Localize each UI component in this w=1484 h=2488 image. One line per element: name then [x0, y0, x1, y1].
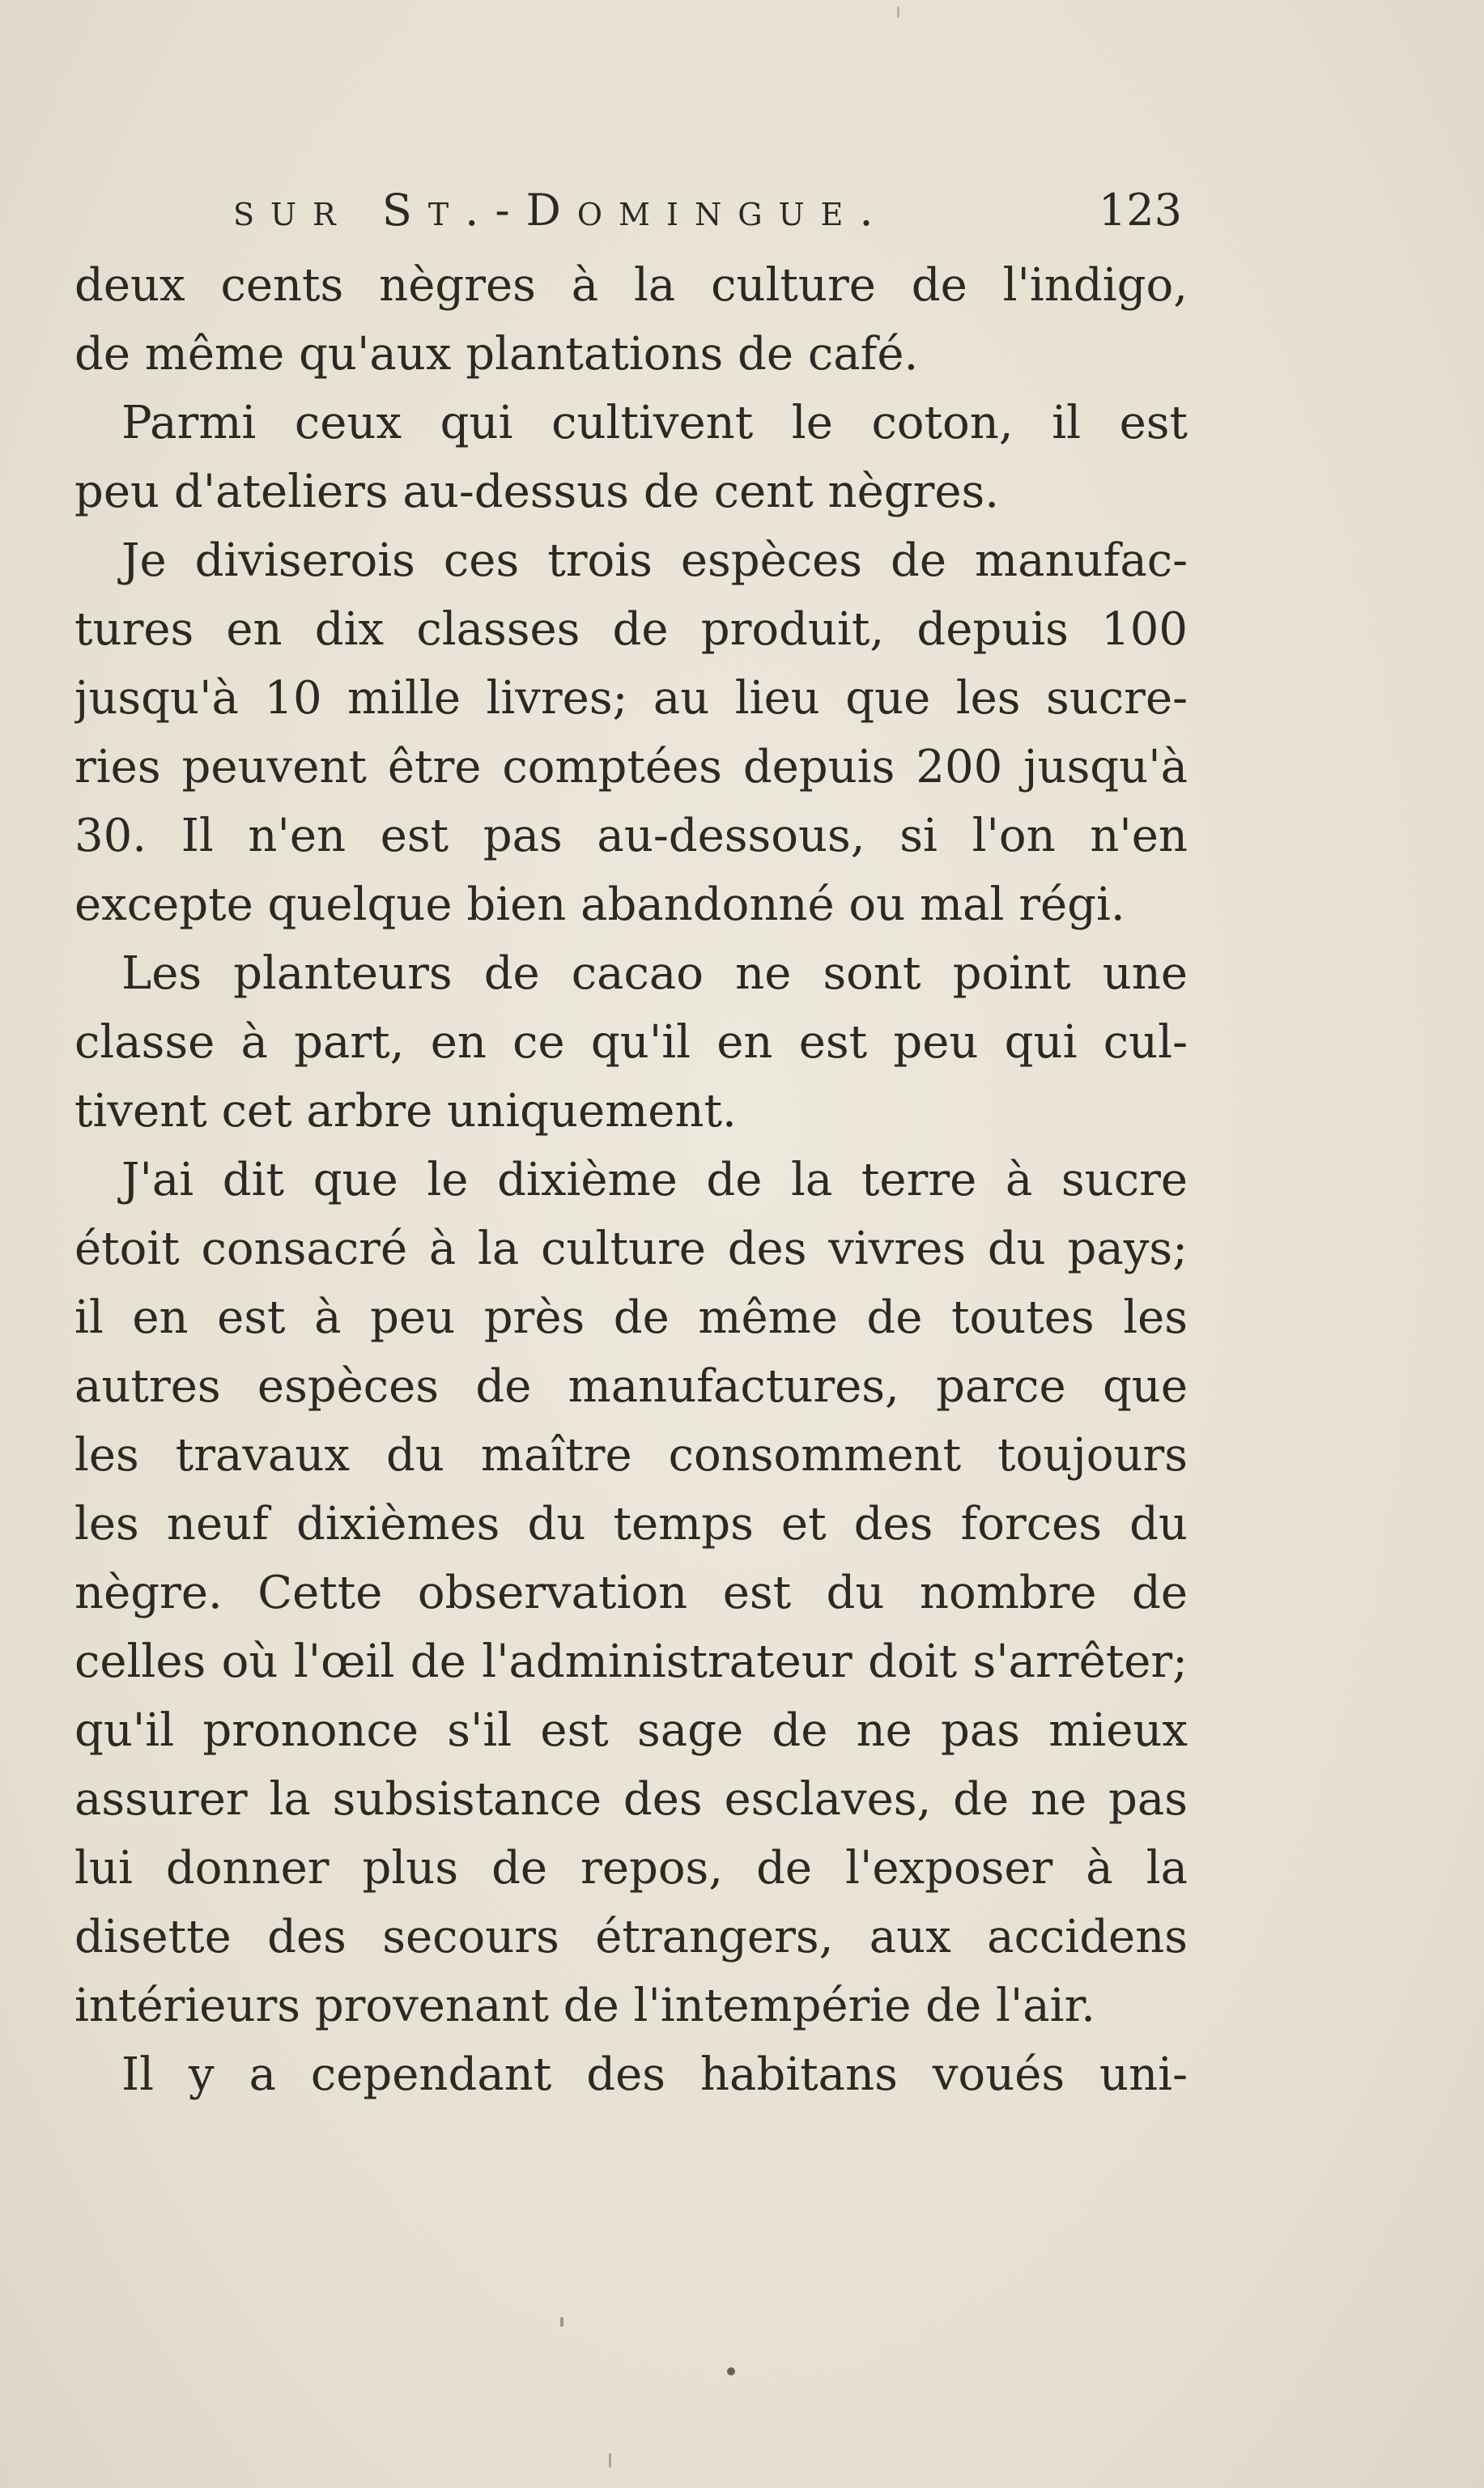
text-line: tures en dix classes de produit, depuis 100 [74, 603, 1188, 656]
text-line: autres espèces de manufactures, parce que [74, 1360, 1188, 1413]
text-line: celles où l'œil de l'administrateur doit s'arrêter; [74, 1635, 1188, 1688]
text-line: les travaux du maître consomment toujours [74, 1429, 1188, 1482]
page-number: 123 [1098, 185, 1182, 236]
text-line: J'ai dit que le dixième de la terre à sucre [121, 1154, 1188, 1206]
text-line: Il y a cependant des habitans voués uni- [121, 2048, 1188, 2101]
text-line: nègre. Cette observation est du nombre de [74, 1567, 1188, 1619]
ink-speck [897, 6, 899, 18]
text-line: Je diviserois ces trois espèces de manufac- [121, 534, 1188, 587]
text-line: tivent cet arbre uniquement. [74, 1085, 737, 1138]
text-line: lui donner plus de repos, de l'exposer à la [74, 1842, 1188, 1895]
ink-speck [609, 2453, 611, 2468]
text-line: de même qu'aux plantations de café. [74, 328, 919, 381]
text-line: ries peuvent être comptées depuis 200 jusqu'à [74, 741, 1188, 793]
text-line: étoit consacré à la culture des vivres du pays; [74, 1223, 1188, 1275]
ink-speck [727, 2367, 735, 2375]
text-line: classe à part, en ce qu'il en est peu qui cul- [74, 1016, 1188, 1069]
text-line: jusqu'à 10 mille livres; au lieu que les sucre- [74, 672, 1188, 725]
text-line: peu d'ateliers au-dessus de cent nègres. [74, 466, 1000, 518]
text-line: 30. Il n'en est pas au-dessous, si l'on n'en [74, 810, 1188, 862]
text-line: qu'il prononce s'il est sage de ne pas mieux [74, 1704, 1188, 1757]
text-line: Parmi ceux qui cultivent le coton, il est [121, 397, 1188, 449]
ink-speck [560, 2317, 563, 2327]
text-line: excepte quelque bien abandonné ou mal régi. [74, 878, 1125, 931]
body-text [74, 251, 1188, 2109]
text-line: deux cents nègres à la culture de l'indigo, [74, 259, 1188, 312]
text-line: disette des secours étrangers, aux accidens [74, 1911, 1188, 1963]
text-line: il en est à peu près de même de toutes les [74, 1291, 1188, 1344]
text-line: intérieurs provenant de l'intempérie de l'air. [74, 1980, 1095, 2032]
text-line: assurer la subsistance des esclaves, de ne pas [74, 1773, 1188, 1826]
text-line: Les planteurs de cacao ne sont point une [121, 947, 1188, 1000]
running-head: sur St.-Domingue. [233, 185, 890, 236]
text-line: les neuf dixièmes du temps et des forces du [74, 1498, 1188, 1550]
page-header [233, 185, 1182, 241]
